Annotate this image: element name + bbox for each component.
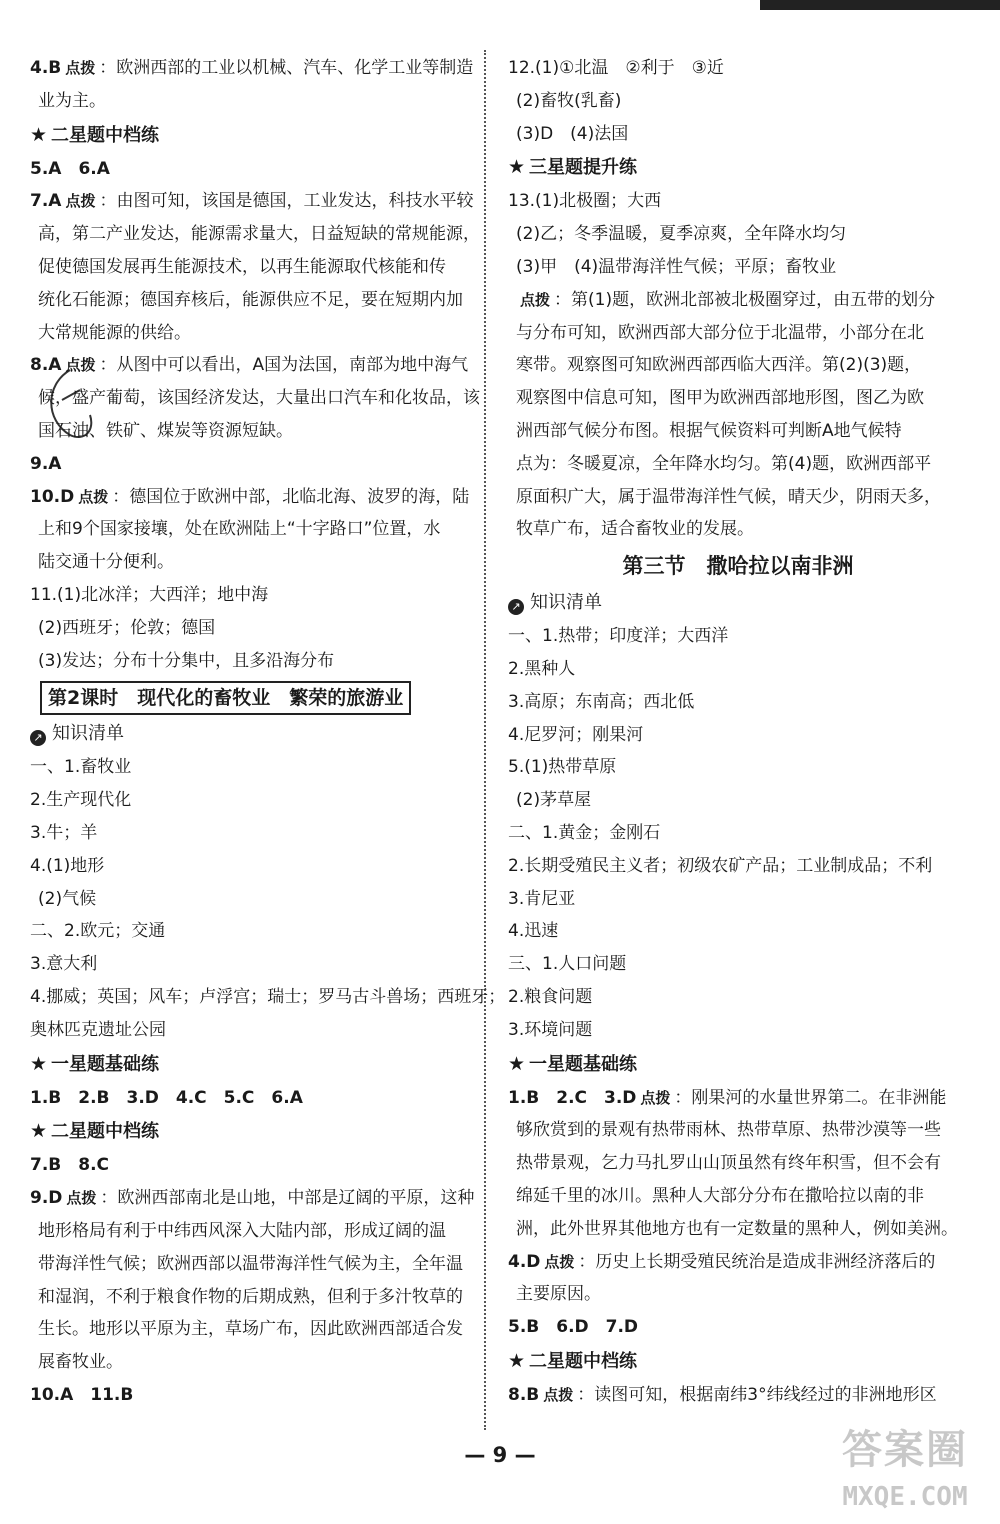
answer-line: 促使德国发展再生能源技术，以再生能源取代核能和传 (38, 256, 446, 277)
answer-line: 1.B 2.B 3.D 4.C 5.C 6.A (30, 1087, 303, 1108)
lesson-title: 第2课时 现代化的畜牧业 繁荣的旅游业 (40, 681, 411, 715)
arrow-icon: ↗ (30, 730, 46, 746)
knowledge-line: 3.意大利 (30, 954, 98, 975)
knowledge-line: 2.黑种人 (508, 658, 576, 679)
answer-line: 热带景观，乞力马扎罗山山顶虽然有终年积雪，但不会有 (516, 1153, 941, 1174)
star-icon: ★ (508, 1052, 526, 1075)
section-heading-two-star: ★ 二星题中档练 (30, 123, 160, 146)
right-column (508, 52, 968, 1412)
page-number: — 9 — (464, 1443, 536, 1467)
top-edge-bar (760, 0, 1000, 10)
column-divider (484, 50, 486, 1430)
answer-line: 8.B 点拨 ：读图可知，根据南纬3°纬线经过的非洲地形区 (508, 1384, 937, 1405)
answer-line: 带海洋性气候；欧洲西部以温带海洋性气候为主，全年温 (38, 1253, 463, 1274)
answer-line: 9.A (30, 453, 62, 474)
knowledge-line: 三、1.人口问题 (508, 954, 627, 975)
watermark-logo (820, 1420, 990, 1520)
answer-line: 统化石能源；德国弃核后，能源供应不足，要在短期内加 (38, 289, 463, 310)
knowledge-line: 3.牛；羊 (30, 822, 98, 843)
knowledge-line: 2.长期受殖民主义者；初级农矿产品；工业制成品；不利 (508, 855, 933, 876)
answer-line: 绵延千里的冰川。黑种人大部分分布在撒哈拉以南的非 (516, 1185, 924, 1206)
star-icon: ★ (30, 123, 48, 146)
answer-line: 展畜牧业。 (38, 1352, 123, 1373)
knowledge-line: 二、1.黄金；金刚石 (508, 822, 661, 843)
answer-line: 地形格局有利于中纬西风深入大陆内部，形成辽阔的温 (38, 1220, 446, 1241)
answer-line: 寒带。观察图可知欧洲西部西临大西洋。第(2)(3)题， (516, 355, 922, 376)
section-title: 第三节 撒哈拉以南非洲 (622, 553, 854, 579)
answer-line: 9.D 点拨 ：欧洲西部南北是山地，中部是辽阔的平原，这种 (30, 1188, 475, 1209)
knowledge-line: 4.迅速 (508, 921, 559, 942)
answer-line: 8.A 点拨 ：从图中可以看出，A国为法国，南部为地中海气 (30, 355, 469, 376)
knowledge-line: (2)茅草屋 (516, 790, 592, 811)
answer-line: 国石油、铁矿、煤炭等资源短缺。 (38, 420, 293, 441)
answer-line: (3)甲 (4)温带海洋性气候；平原；畜牧业 (516, 256, 837, 277)
answer-line: 4.B 点拨 ：欧洲西部的工业以机械、汽车、化学工业等制造 (30, 58, 474, 78)
section-heading-one-star: ★ 一星题基础练 (508, 1052, 638, 1075)
answer-line: 和湿润，不利于粮食作物的后期成熟，但利于多汁牧草的 (38, 1286, 463, 1307)
answer-line: 洲，此外世界其他地方也有一定数量的黑种人，例如美洲。 (516, 1218, 958, 1239)
knowledge-line: 4.(1)地形 (30, 855, 105, 876)
section-heading-two-star: ★ 二星题中档练 (508, 1349, 638, 1372)
answer-line: 11.(1)北冰洋；大西洋；地中海 (30, 584, 269, 605)
star-icon: ★ (30, 1120, 48, 1143)
answer-line: (3)发达；分布十分集中，且多沿海分布 (38, 650, 335, 671)
star-icon: ★ (508, 156, 526, 179)
answer-line: 业为主。 (38, 90, 106, 111)
answer-line: 牧草广布，适合畜牧业的发展。 (516, 519, 754, 540)
answer-line: 7.B 8.C (30, 1155, 110, 1176)
watermark-text: 答案圈 (842, 1427, 968, 1473)
answer-line: 点拨 ：第(1)题，欧洲北部被北极圈穿过，由五带的划分 (520, 289, 936, 310)
answer-line: (2)西班牙；伦敦；德国 (38, 617, 216, 638)
knowledge-line: 一、1.畜牧业 (30, 757, 132, 778)
answer-line: 5.B 6.D 7.D (508, 1317, 639, 1338)
section-heading-one-star: ★ 一星题基础练 (30, 1052, 160, 1075)
knowledge-line: 一、1.热带；印度洋；大西洋 (508, 626, 729, 647)
answer-line: 主要原因。 (516, 1284, 601, 1305)
knowledge-line: 4.尼罗河；刚果河 (508, 724, 644, 745)
knowledge-line: 3.环境问题 (508, 1019, 593, 1040)
answer-line: 上和9个国家接壤，处在欧洲陆上“十字路口”位置，水 (38, 519, 441, 540)
star-icon: ★ (30, 1052, 48, 1075)
knowledge-line: 2.生产现代化 (30, 790, 132, 811)
answer-line: 12.(1)①北温 ②利于 ③近 (508, 58, 724, 78)
answer-line: 13.(1)北极圈；大西 (508, 191, 662, 212)
answer-line: 大常规能源的供给。 (38, 322, 191, 343)
answer-line: 点为：冬暖夏凉，全年降水均匀。第(4)题，欧洲西部平 (516, 453, 932, 474)
watermark-url: MXQE.COM (842, 1482, 968, 1512)
knowledge-line: 3.高原；东南高；西北低 (508, 691, 695, 712)
answer-line: 观察图中信息可知，图甲为欧洲西部地形图，图乙为欧 (516, 388, 924, 409)
knowledge-line: 3.肯尼亚 (508, 888, 576, 909)
answer-line: 与分布可知，欧洲西部大部分位于北温带，小部分在北 (516, 322, 924, 343)
knowledge-heading: ↗ 知识清单 (508, 586, 968, 620)
answer-line: (2)乙；冬季温暖，夏季凉爽，全年降水均匀 (516, 224, 847, 245)
section-heading-three-star: ★ 三星题提升练 (508, 156, 638, 179)
section-heading-two-star: ★ 二星题中档练 (30, 1120, 160, 1143)
answer-line: 够欣赏到的景观有热带雨林、热带草原、热带沙漠等一些 (516, 1120, 941, 1141)
knowledge-line: 5.(1)热带草原 (508, 757, 617, 778)
knowledge-heading: ↗ 知识清单 (30, 717, 470, 751)
knowledge-line: 2.粮食问题 (508, 986, 593, 1007)
answer-line: 生长。地形以平原为主，草场广布，因此欧洲西部适合发 (38, 1319, 463, 1340)
knowledge-line: 二、2.欧元；交通 (30, 921, 166, 942)
answer-line: 5.A 6.A (30, 158, 110, 179)
answer-line: 候，盛产葡萄，该国经济发达，大量出口汽车和化妆品，该 (38, 388, 480, 409)
knowledge-line: 奥林匹克遗址公园 (30, 1019, 166, 1040)
answer-line: 陆交通十分便利。 (38, 552, 174, 573)
answer-line: 4.D 点拨 ：历史上长期受殖民统治是造成非洲经济落后的 (508, 1251, 936, 1272)
knowledge-line: (2)气候 (38, 888, 97, 909)
answer-line: 原面积广大，属于温带海洋性气候，晴天少，阴雨天多， (516, 486, 941, 507)
answer-line: 1.B 2.C 3.D 点拨 ：刚果河的水量世界第二。在非洲能 (508, 1087, 947, 1108)
answer-line: 洲西部气候分布图。根据气候资料可判断A地气候特 (516, 420, 902, 441)
answer-line: 7.A 点拨 ：由图可知，该国是德国，工业发达，科技水平较 (30, 191, 474, 212)
left-column (30, 52, 506, 1412)
arrow-icon: ↗ (508, 599, 524, 615)
knowledge-line: 4.挪威；英国；风车；卢浮宫；瑞士；罗马古斗兽场；西班牙； (30, 986, 506, 1007)
star-icon: ★ (508, 1349, 526, 1372)
answer-line: 10.A 11.B (30, 1384, 134, 1405)
answer-line: (2)畜牧(乳畜) (516, 90, 622, 111)
answer-line: 高，第二产业发达，能源需求量大，日益短缺的常规能源， (38, 224, 480, 245)
answer-line: (3)D (4)法国 (516, 123, 629, 144)
answer-line: 10.D 点拨 ：德国位于欧洲中部，北临北海、波罗的海，陆 (30, 486, 470, 507)
